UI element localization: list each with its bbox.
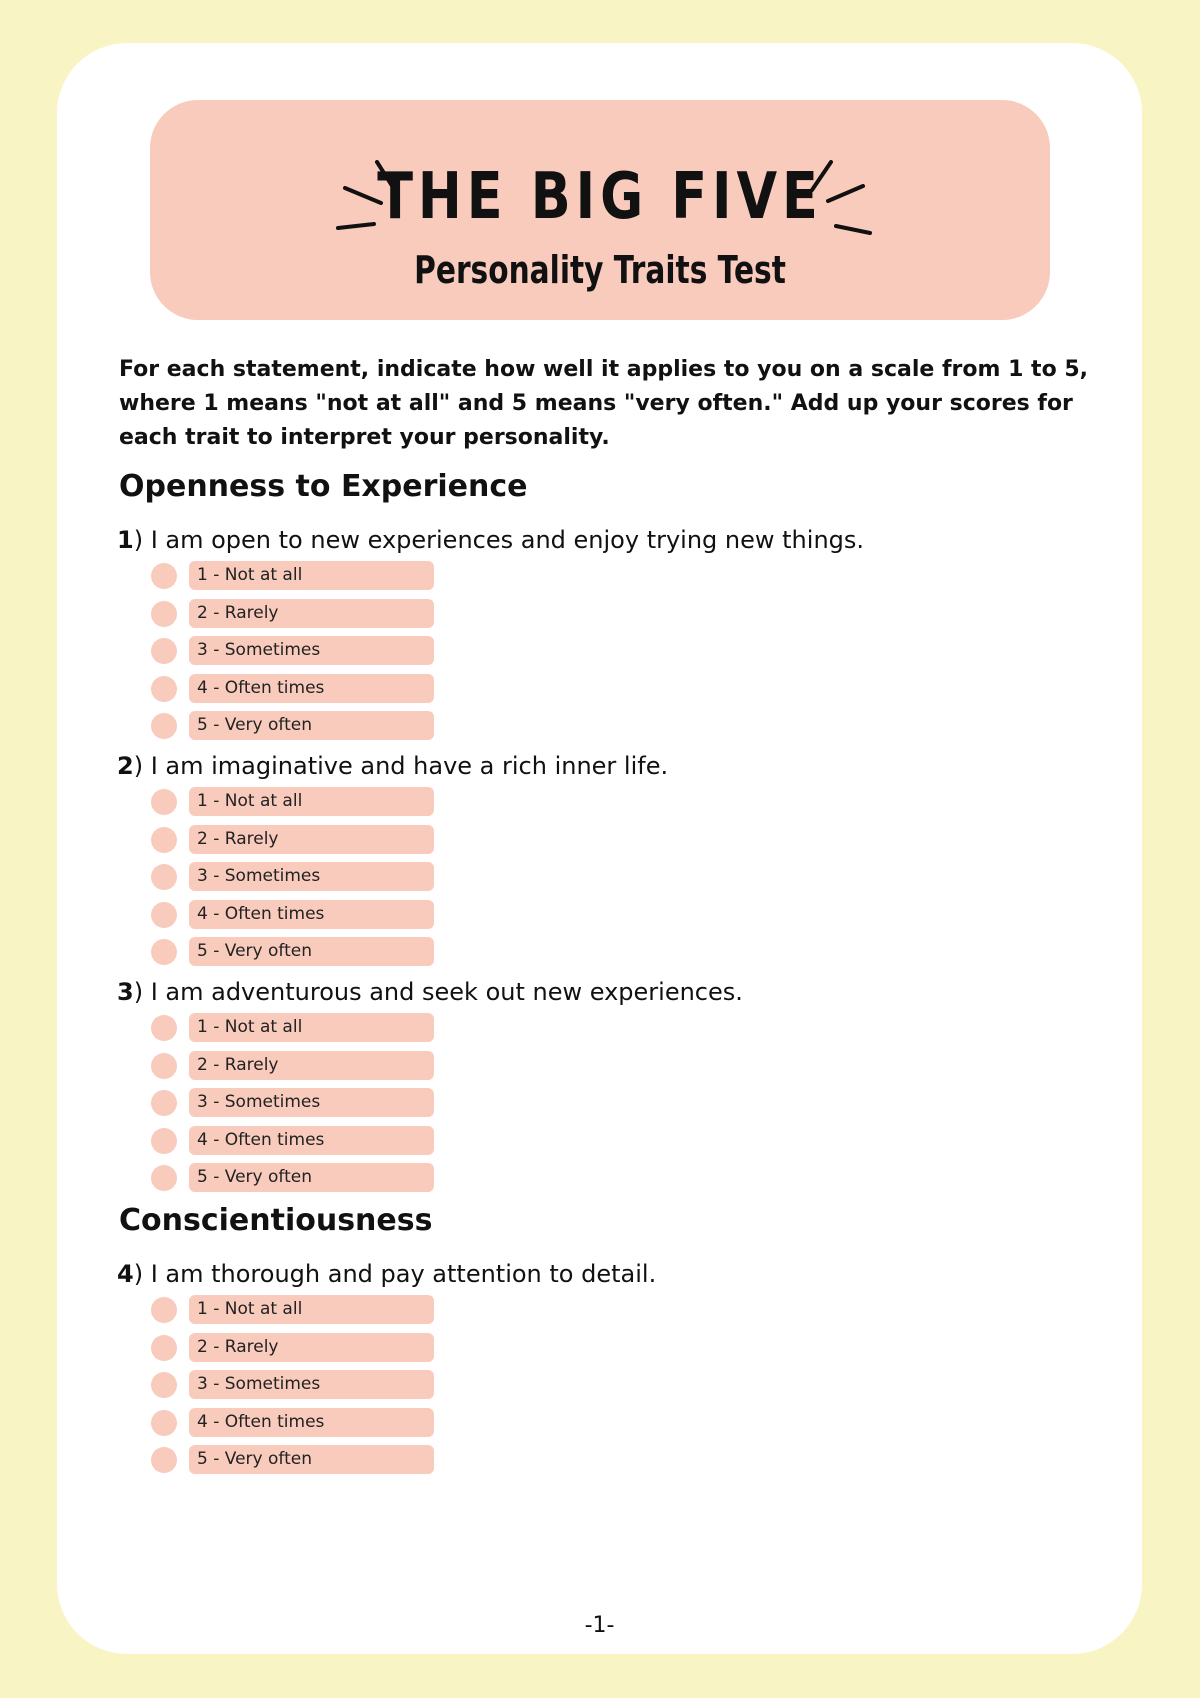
question-number: 3 xyxy=(117,978,134,1006)
option-label[interactable]: 2 - Rarely xyxy=(189,825,434,854)
option-label[interactable]: 1 - Not at all xyxy=(189,1295,434,1324)
radio-button[interactable] xyxy=(151,1090,177,1116)
question-text: ) I am open to new experiences and enjoy trying new things. xyxy=(133,526,865,554)
radio-button[interactable] xyxy=(151,864,177,890)
radio-button[interactable] xyxy=(151,1410,177,1436)
radio-button[interactable] xyxy=(151,1372,177,1398)
option-label[interactable]: 5 - Very often xyxy=(189,711,434,740)
section-heading-openness: Openness to Experience xyxy=(119,469,528,504)
radio-button[interactable] xyxy=(151,1053,177,1079)
option-label[interactable]: 5 - Very often xyxy=(189,937,434,966)
radio-button[interactable] xyxy=(151,1297,177,1323)
radio-button[interactable] xyxy=(151,638,177,664)
question-2 xyxy=(117,752,668,780)
radio-button[interactable] xyxy=(151,827,177,853)
option-label[interactable]: 3 - Sometimes xyxy=(189,1088,434,1117)
question-3 xyxy=(117,978,743,1006)
page-subtitle: Personality Traits Test xyxy=(414,248,786,292)
radio-button[interactable] xyxy=(151,1128,177,1154)
question-number: 4 xyxy=(117,1260,134,1288)
instructions-text: For each statement, indicate how well it applies to you on a scale from 1 to 5, where 1 means "not at all" and 5 means "very often." Add up your scores for each trait to interpret your personality. xyxy=(119,357,1089,450)
option-label[interactable]: 1 - Not at all xyxy=(189,787,434,816)
radio-button[interactable] xyxy=(151,939,177,965)
question-text: ) I am imaginative and have a rich inner life. xyxy=(133,752,669,780)
option-label[interactable]: 3 - Sometimes xyxy=(189,862,434,891)
radio-button[interactable] xyxy=(151,676,177,702)
question-number: 1 xyxy=(117,526,134,554)
radio-button[interactable] xyxy=(151,1335,177,1361)
option-label[interactable]: 2 - Rarely xyxy=(189,1051,434,1080)
option-label[interactable]: 4 - Often times xyxy=(189,1408,434,1437)
option-label[interactable]: 2 - Rarely xyxy=(189,599,434,628)
option-label[interactable]: 4 - Often times xyxy=(189,1126,434,1155)
question-4 xyxy=(117,1260,656,1288)
radio-button[interactable] xyxy=(151,1015,177,1041)
option-label[interactable]: 5 - Very often xyxy=(189,1445,434,1474)
radio-button[interactable] xyxy=(151,563,177,589)
question-number: 2 xyxy=(117,752,134,780)
question-text: ) I am adventurous and seek out new experiences. xyxy=(133,978,743,1006)
radio-button[interactable] xyxy=(151,789,177,815)
option-label[interactable]: 5 - Very often xyxy=(189,1163,434,1192)
option-label[interactable]: 1 - Not at all xyxy=(189,561,434,590)
option-label[interactable]: 4 - Often times xyxy=(189,674,434,703)
radio-button[interactable] xyxy=(151,1447,177,1473)
question-1 xyxy=(117,526,864,554)
section-heading-conscientiousness: Conscientiousness xyxy=(119,1203,433,1238)
radio-button[interactable] xyxy=(151,902,177,928)
option-label[interactable]: 1 - Not at all xyxy=(189,1013,434,1042)
radio-button[interactable] xyxy=(151,713,177,739)
page-title: THE BIG FIVE xyxy=(377,160,823,234)
option-label[interactable]: 2 - Rarely xyxy=(189,1333,434,1362)
page-number: -1- xyxy=(584,1613,615,1638)
radio-button[interactable] xyxy=(151,1165,177,1191)
question-text: ) I am thorough and pay attention to detail. xyxy=(133,1260,657,1288)
option-label[interactable]: 3 - Sometimes xyxy=(189,1370,434,1399)
radio-button[interactable] xyxy=(151,601,177,627)
title-banner xyxy=(150,100,1050,320)
option-label[interactable]: 3 - Sometimes xyxy=(189,636,434,665)
option-label[interactable]: 4 - Often times xyxy=(189,900,434,929)
page-card xyxy=(57,43,1142,1654)
